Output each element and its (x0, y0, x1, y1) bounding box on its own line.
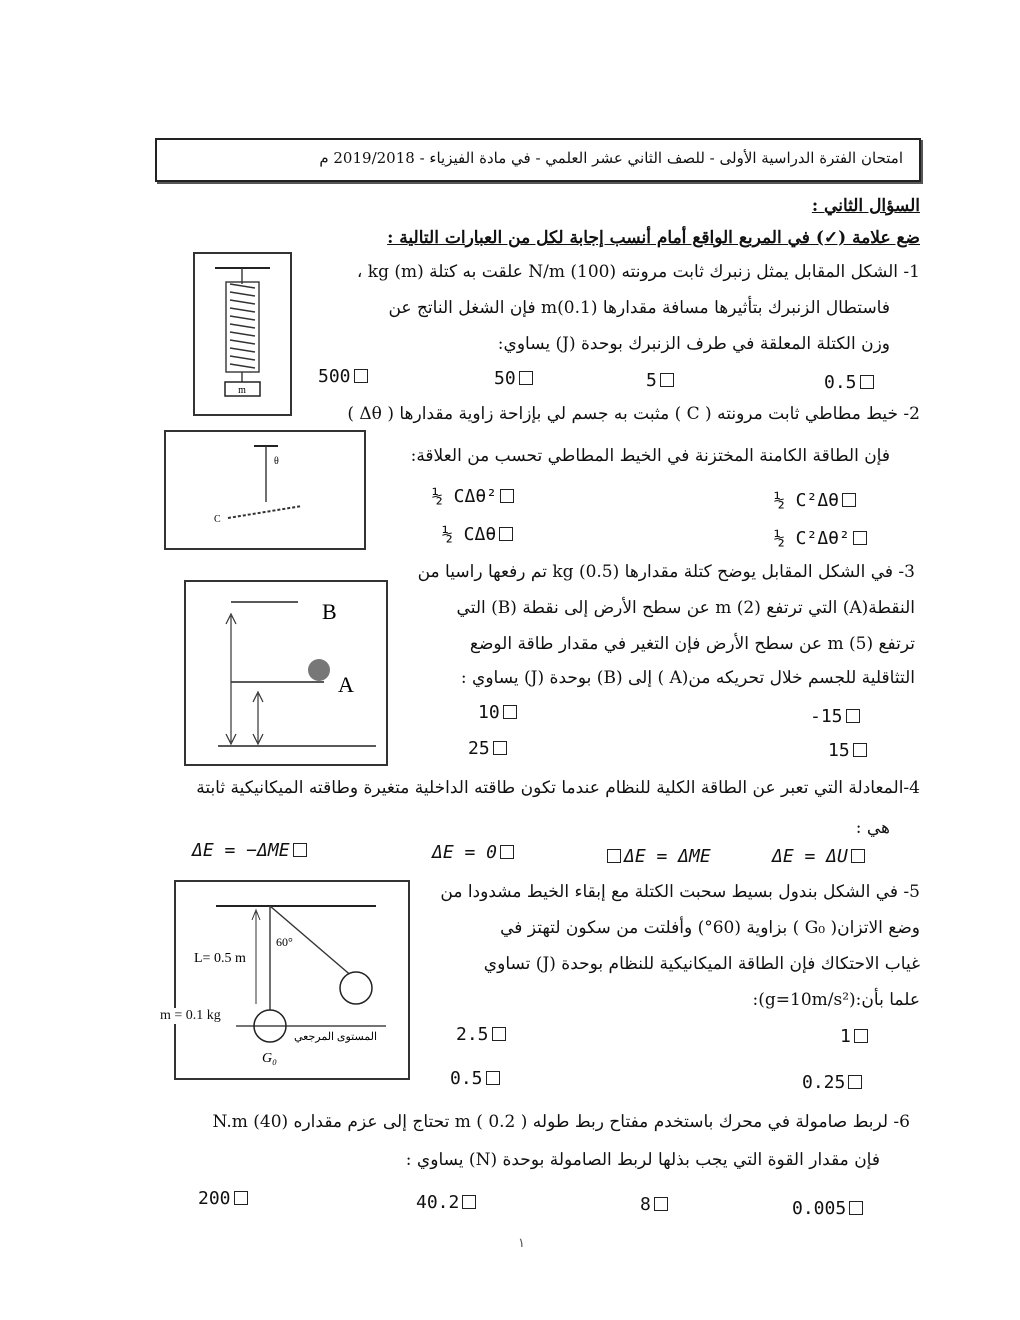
q6-line1: 6- لربط صامولة في محرك باستخدم مفتاح ربط طوله m ( 0.2 ) تحتاج إلى عزم مقداره N.m (40) (212, 1112, 910, 1132)
q5-option-c[interactable]: 0.25 (802, 1072, 865, 1093)
section-instruction: ضع علامة (✓) في المربع الواقع أمام أنسب إجابة لكل من العبارات التالية : (387, 228, 920, 248)
q3-option-a[interactable]: -15 (810, 706, 863, 727)
angle-label: 60° (276, 935, 293, 949)
pendulum-figure (174, 880, 410, 1080)
torsion-figure (164, 430, 366, 550)
q3-line3: ترتفع m (5) عن سطح الأرض فإن التغير في مقدار طاقة الوضع (469, 634, 915, 654)
q2-option-b[interactable]: ½ CΔθ² (432, 486, 517, 507)
reference-level-label: المستوى المرجعي (294, 1031, 378, 1043)
equilibrium-label: G₀ (262, 1051, 277, 1066)
q4-option-a[interactable]: ΔE = ΔU (772, 846, 868, 867)
q1-line2: فاستطال الزنبرك بتأثيرها مسافة مقدارها m(0.1) فإن الشغل الناتج عن (388, 298, 890, 318)
q6-option-b[interactable]: 8 (640, 1194, 671, 1215)
q6-line2: فإن مقدار القوة التي يجب بذلها لربط الصامولة بوحدة (N) يساوي : (405, 1150, 880, 1170)
q5-line2: وضع الاتزان( G₀ ) بزاوية (60°) وأفلتت من سكون لتهتز في (500, 918, 920, 938)
q4-option-b[interactable]: ΔE = ΔME (604, 846, 711, 867)
q1-option-c[interactable]: 50 (494, 368, 536, 389)
q5-line1: 5- في الشكل بندول بسيط سحبت الكتلة مع إبقاء الخيط مشدودا من (440, 882, 920, 902)
page-mark: ۱ (518, 1236, 525, 1251)
torsion-diagram (166, 432, 364, 548)
q3-line4: التثاقلية للجسم خلال تحريكه من(A ) إلى (B) بوحدة (J) يساوي : (460, 668, 915, 688)
q4-option-c[interactable]: ΔE = 0 (432, 842, 517, 863)
checkbox-icon[interactable] (500, 845, 514, 859)
checkbox-icon[interactable] (293, 843, 307, 857)
checkbox-icon[interactable] (848, 1075, 862, 1089)
checkbox-icon[interactable] (853, 743, 867, 757)
length-label: L= 0.5 m (194, 951, 246, 966)
q4-option-d[interactable]: ΔE = −ΔME (192, 840, 310, 861)
mass-label: m (238, 385, 246, 396)
theta-label: θ (274, 456, 279, 467)
checkbox-icon[interactable] (499, 527, 513, 541)
mass-value-label: m = 0.1 kg (160, 1008, 221, 1023)
checkbox-icon[interactable] (354, 369, 368, 383)
checkbox-icon[interactable] (854, 1029, 868, 1043)
checkbox-icon[interactable] (462, 1195, 476, 1209)
q4-line1: 4-المعادلة التي تعبر عن الطاقة الكلية للنظام عندما تكون طاقته الداخلية متغيرة وطاقته الميكانيكية ثابتة (196, 778, 920, 798)
q5-line3: غياب الاحتكاك فإن الطاقة الميكانيكية للنظام بوحدة (J) تساوي (483, 954, 920, 974)
q1-line1: 1- الشكل المقابل يمثل زنبرك ثابت مرونته N/m (100) علقت به كتلة kg (m) ، (356, 262, 920, 282)
q2-line1: 2- خيط مطاطي ثابت مرونته ( C ) مثبت به جسم لي بإزاحة زاوية مقدارها ( Δθ ) (347, 404, 920, 424)
q2-line2: فإن الطاقة الكامنة المختزنة في الخيط المطاطي تحسب من العلاقة: (410, 446, 890, 466)
checkbox-icon[interactable] (486, 1071, 500, 1085)
q1-option-d[interactable]: 500 (318, 366, 371, 387)
q6-option-c[interactable]: 40.2 (416, 1192, 479, 1213)
checkbox-icon[interactable] (846, 709, 860, 723)
checkbox-icon[interactable] (860, 375, 874, 389)
q2-option-a[interactable]: ½ C²Δθ (774, 490, 859, 511)
q3-option-d[interactable]: 25 (468, 738, 510, 759)
q3-option-c[interactable]: 15 (828, 740, 870, 761)
pendulum-diagram (176, 882, 408, 1078)
checkbox-icon[interactable] (503, 705, 517, 719)
checkbox-icon[interactable] (654, 1197, 668, 1211)
checkbox-icon[interactable] (853, 531, 867, 545)
checkbox-icon[interactable] (519, 371, 533, 385)
q4-line2: هي : (855, 818, 890, 838)
q6-option-a[interactable]: 0.005 (792, 1198, 866, 1219)
checkbox-icon[interactable] (851, 849, 865, 863)
q2-option-d[interactable]: ½ CΔθ (442, 524, 516, 545)
checkbox-icon[interactable] (849, 1201, 863, 1215)
checkbox-icon[interactable] (234, 1191, 248, 1205)
q5-option-b[interactable]: 2.5 (456, 1024, 509, 1045)
q5-option-d[interactable]: 0.5 (450, 1068, 503, 1089)
checkbox-icon[interactable] (660, 373, 674, 387)
exam-header (155, 138, 921, 182)
height-diagram (186, 582, 386, 764)
spring-diagram (195, 254, 290, 414)
q3-line2: النقطة(A) التي ترتفع m (2) عن سطح الأرض إلى نقطة (B) التي (456, 598, 915, 618)
q3-option-b[interactable]: 10 (478, 702, 520, 723)
checkbox-icon[interactable] (492, 1027, 506, 1041)
spring-figure (193, 252, 292, 416)
point-b-label: B (322, 599, 337, 624)
checkbox-icon[interactable] (500, 489, 514, 503)
q1-option-b[interactable]: 5 (646, 370, 677, 391)
height-figure (184, 580, 388, 766)
section-title: السؤال الثاني : (811, 196, 920, 216)
q3-line1: 3- في الشكل المقابل يوضح كتلة مقدارها kg (0.5) تم رفعها راسيا من (417, 562, 915, 582)
checkbox-icon[interactable] (607, 849, 621, 863)
q1-line3: وزن الكتلة المعلقة في طرف الزنبرك بوحدة (J) يساوي: (497, 334, 890, 354)
checkbox-icon[interactable] (842, 493, 856, 507)
exam-title: امتحان الفترة الدراسية الأولى - للصف الثاني عشر العلمي - في مادة الفيزياء - 2019/2018 م (319, 149, 903, 167)
checkbox-icon[interactable] (493, 741, 507, 755)
q5-option-a[interactable]: 1 (840, 1026, 871, 1047)
q1-option-a[interactable]: 0.5 (824, 372, 877, 393)
q2-option-c[interactable]: ½ C²Δθ² (774, 528, 870, 549)
point-a-label: A (338, 672, 354, 697)
q6-option-d[interactable]: 200 (198, 1188, 251, 1209)
q5-line4: علما بأن:(g=10m/s²): (752, 990, 920, 1010)
constant-label: C (214, 514, 221, 525)
